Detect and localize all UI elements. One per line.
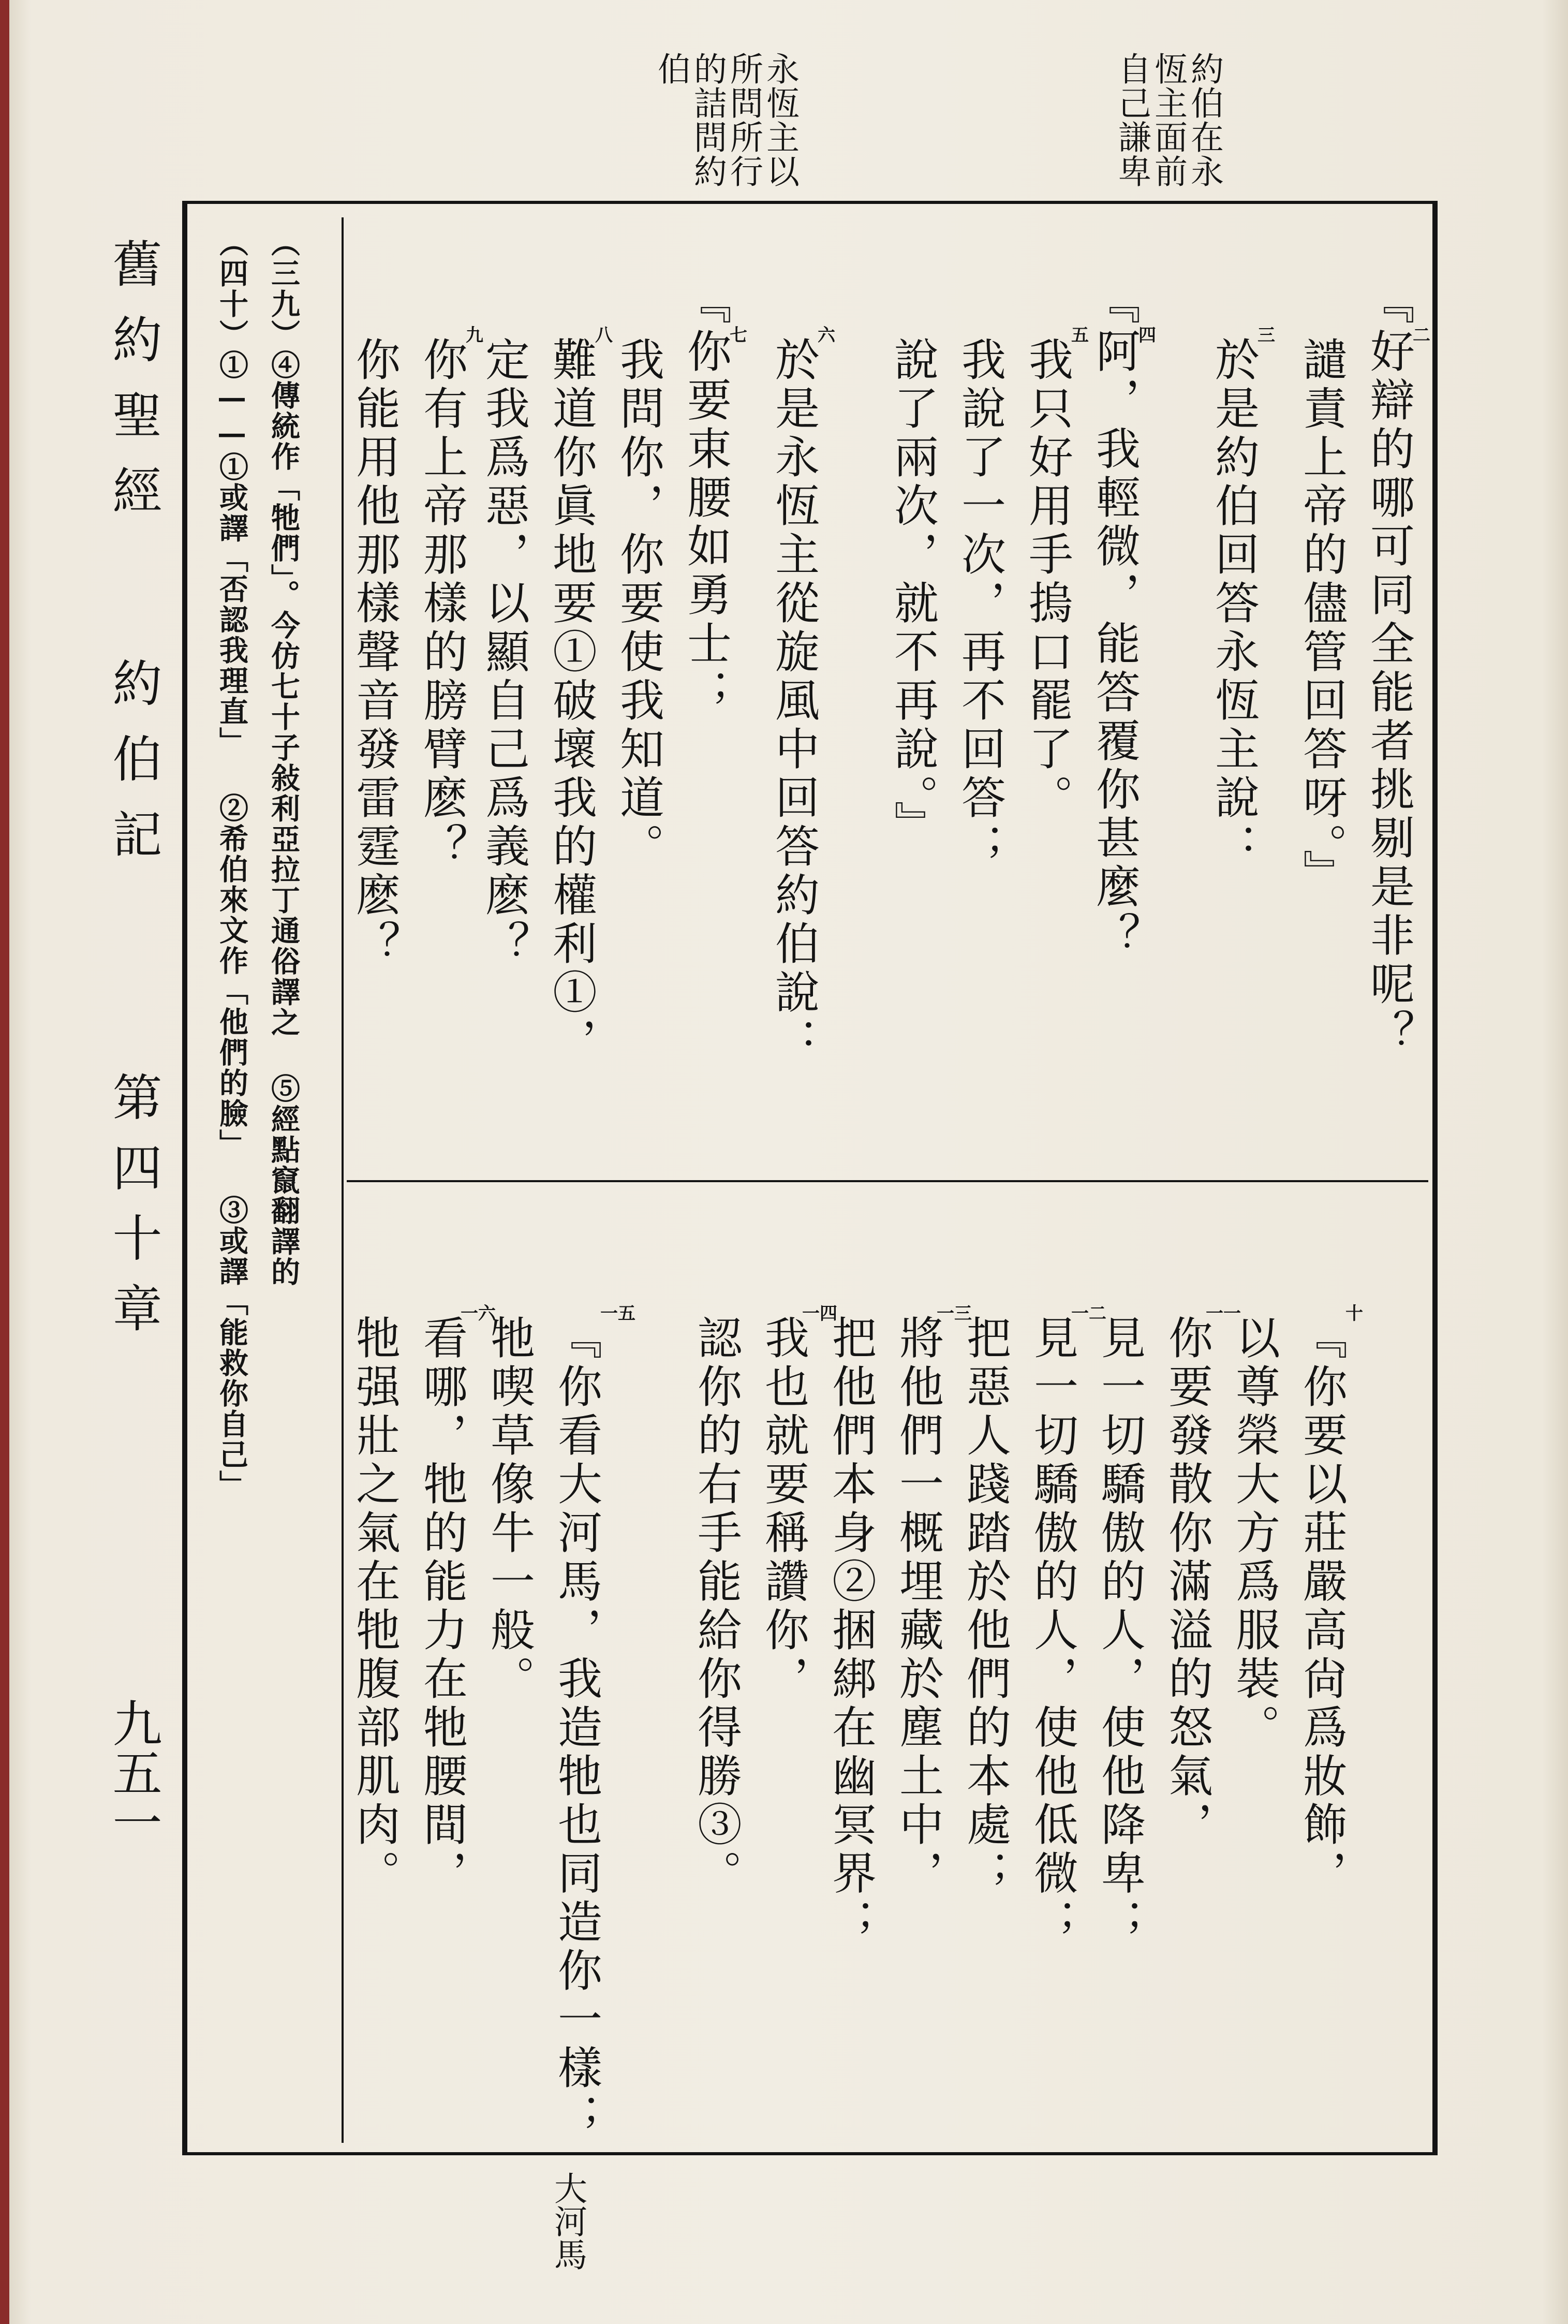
verse-number: 一三	[937, 1303, 972, 1324]
verse-line: 於是永恆主從旋風中回答約伯說：	[767, 336, 819, 1066]
marginal-note: 所問所行	[724, 52, 763, 188]
verse-line: 定我爲惡，以顯自己爲義麽？	[478, 336, 529, 969]
verse-number: 二	[1413, 325, 1430, 346]
verse-line: 見一切驕傲的人，使他降卑；	[1093, 1315, 1145, 1947]
verse-line: 『你要束腰如勇士；	[679, 280, 731, 717]
section-divider	[347, 1180, 1428, 1182]
marginal-note: 恆主面前	[1149, 52, 1187, 188]
book-title: 舊約聖經	[105, 238, 162, 540]
chapter-title: 第四十章	[105, 1071, 162, 1353]
verse-number: 十	[1345, 1303, 1363, 1324]
verse-line: 你有上帝那樣的膀臂麽？	[416, 336, 467, 872]
marginal-note: 永恆主以	[761, 52, 799, 188]
verse-line: 以尊榮大方爲服裝。	[1228, 1315, 1280, 1753]
verse-number: 六	[818, 325, 835, 346]
footnote-divider	[342, 217, 344, 2143]
verse-line: 『你看大河馬，我造牠也同造你一樣；	[550, 1315, 602, 2142]
verse-line: 難道你眞地要①破壞我的權利①，	[545, 336, 597, 1066]
verse-number: 一五	[600, 1303, 635, 1324]
verse-line: 把他們本身②捆綁在幽冥界；	[824, 1315, 876, 1947]
verse-line: 譴責上帝的儘管回答呀。』	[1295, 336, 1347, 898]
verse-number: 五	[1071, 325, 1089, 346]
verse-line: 見一切驕傲的人，使他低微；	[1026, 1315, 1078, 1947]
verse-line: 『阿，我輕微，能答覆你甚麼？	[1088, 280, 1140, 961]
marginal-note: 自己謙卑	[1113, 52, 1151, 188]
footnote: （三九）④傳統作「牠們」。今仿七十子敍利亞拉丁通俗譯之 ⑤經點竄翻譯的	[267, 228, 301, 1287]
verse-number: 三	[1258, 325, 1275, 346]
verse-line: 說了兩次，就不再說。』	[886, 336, 938, 849]
verse-line: 認你的右手能給你得勝③。	[690, 1315, 742, 1899]
verse-line: 我也就要稱讚你，	[757, 1315, 809, 1704]
bottom-marginal-note: 大河馬	[549, 2171, 587, 2271]
verse-line: 『你要以莊嚴高尙爲妝飾，	[1295, 1315, 1347, 1899]
verse-line: 於是約伯回答永恆主說：	[1207, 336, 1259, 872]
verse-line: 你要發散你滿溢的怒氣，	[1161, 1315, 1212, 1850]
verse-line: 牠强壯之氣在牠腹部肌肉。	[348, 1315, 400, 1899]
verse-line: 將他們一概埋藏於塵土中，	[892, 1315, 943, 1899]
verse-line: 『好辯的哪可同全能者挑剔是非呢？	[1363, 280, 1414, 1058]
book-name: 約伯記	[105, 657, 162, 884]
binding-edge	[0, 0, 9, 2324]
verse-line: 把惡人踐踏於他們的本處；	[959, 1315, 1011, 1899]
verse-number: 九	[466, 325, 483, 346]
footnote: （四十）①——①或譯「否認我理直」 ②希伯來文作「他們的臉」 ③或譯「能救你自己」	[215, 228, 249, 1501]
marginal-note: 伯	[652, 52, 690, 86]
verse-number: 七	[730, 325, 747, 346]
verse-line: 你能用他那樣聲音發雷霆麽？	[348, 336, 400, 969]
verse-number: 八	[595, 325, 613, 346]
verse-number: 一二	[1071, 1303, 1106, 1324]
verse-line: 我說了一次，再不回答；	[954, 336, 1005, 872]
marginal-note: 約伯在永	[1185, 52, 1223, 188]
verse-line: 我問你，你要使我知道。	[612, 336, 664, 872]
verse-number: 一四	[802, 1303, 837, 1324]
verse-line: 我只好用手摀口罷了。	[1021, 336, 1073, 823]
page-number: 九五一	[105, 1698, 162, 1847]
marginal-note: 的詰問約	[688, 52, 727, 188]
verse-number: 一六	[461, 1303, 496, 1324]
verse-line: 看哪，牠的能力在牠腰間，	[416, 1315, 467, 1899]
verse-number: 四	[1138, 325, 1156, 346]
verse-number: 一一	[1206, 1303, 1241, 1324]
verse-line: 牠喫草像牛一般。	[483, 1315, 535, 1704]
